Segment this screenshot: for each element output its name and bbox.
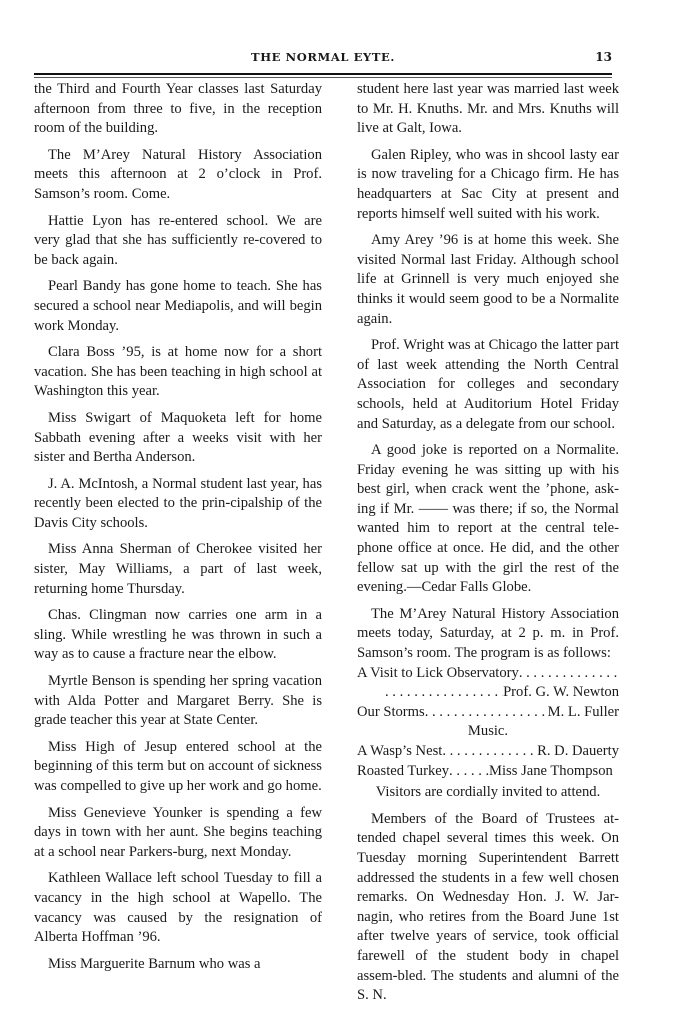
article-paragraph: the Third and Fourth Year classes last Saturday afternoon from three to five, in the reception room of the building. (34, 81, 322, 137)
right-column (357, 80, 619, 1013)
program-item-continued (357, 683, 619, 703)
program-item-presenter: R. D. Dauerty (537, 743, 619, 759)
program-closing-note: Visitors are cordially invited to attend. (375, 784, 601, 801)
article-paragraph: J. A. McIntosh, a Normal student last year, has recently been elected to the prin-cipalship of the Davis City schools. (34, 475, 322, 531)
dot-leader (385, 683, 503, 703)
dot-leader (519, 664, 619, 684)
header-rule-thick (34, 73, 612, 75)
article-paragraph: Chas. Clingman now carries one arm in a sling. While wrestling he was thrown in such a way as to cause a fracture near the elbow. (34, 607, 322, 663)
program-list (357, 664, 619, 782)
article-paragraph: Miss High of Jesup entered school at the beginning of this term but on account of sickness was compelled to give up her work and go home. (34, 738, 322, 794)
article-paragraph: Miss Marguerite Barnum who was a (48, 955, 261, 972)
program-item (357, 664, 619, 684)
page-header (34, 50, 612, 70)
program-item-title: A Wasp’s Nest (357, 743, 443, 759)
program-item (357, 703, 619, 723)
article-paragraph: Miss Genevieve Younker is spending a few days in town with her aunt. She begins teaching at a school near Parkers-burg, next Monday. (34, 804, 322, 860)
dot-leader (425, 703, 548, 723)
article-paragraph: Clara Boss ’95, is at home now for a short vacation. She has been teaching in high school at Washington this year. (34, 344, 322, 400)
article-paragraph: student here last year was married last week to Mr. H. Knuths. Mr. and Mrs. Knuths will live at Galt, Iowa. (357, 81, 619, 137)
program-item-presenter: Miss Jane Thompson (489, 762, 613, 779)
program-item-presenter: Prof. G. W. Newton (503, 684, 619, 701)
program-item-title: A Visit to Lick Observatory (357, 664, 519, 681)
header-rule-thin (34, 77, 612, 78)
article-paragraph: The M’Arey Natural History Association meets today, Saturday, at 2 p. m. in Prof. Samson’s room. The program is as follows: (357, 605, 619, 662)
article-paragraph: The M’Arey Natural History Association meets this afternoon at 2 o’clock in Prof. Samson’s room. Come. (34, 146, 322, 202)
page-number: 13 (595, 50, 612, 64)
dot-leader (449, 762, 489, 782)
program-item-title: Our Storms (357, 703, 425, 720)
article-paragraph: Pearl Bandy has gone home to teach. She has secured a school near Mediapolis, and will begin work Monday. (34, 278, 322, 334)
program-item-presenter: M. L. Fuller (547, 703, 619, 720)
article-paragraph: Kathleen Wallace left school Tuesday to fill a vacancy in the high school at Wapello. The vacancy was caused by the resignation of Alberta Hoffman ’96. (34, 870, 322, 946)
left-column (34, 80, 322, 981)
article-paragraph: Galen Ripley, who was in shcool lasty ear is now traveling for a Chicago firm. He has headquarters at Sac City at present and reports himself well suited with his work. (357, 146, 619, 222)
article-paragraph: Prof. Wright was at Chicago the latter part of last week attending the North Central Association for colleges and secondary schools, held at Auditorium Hotel Friday and Saturday, as a delegate from our school. (357, 337, 619, 432)
program-item-title: Roasted Turkey (357, 762, 450, 779)
program-item-music: Music. (467, 723, 509, 740)
article-paragraph: Hattie Lyon has re-entered school. We are very glad that she has sufficiently re-covered to be back again. (34, 212, 322, 268)
article-paragraph: A good joke is reported on a Normalite. Friday evening he was sitting up with his best girl, when crack went the ’phone, ask-ing if Mr. —— was there; if so, the Normal wanted him to report at the central tele-phone office at once. He did, and the other fellow sat up with the girl the rest of the evening.—Cedar Falls Globe. (357, 442, 619, 596)
article-paragraph: Myrtle Benson is spending her spring vacation with Alda Potter and Margaret Berry. She is grade teacher this year at State Center. (34, 673, 322, 729)
article-paragraph: Amy Arey ’96 is at home this week. She visited Normal last Friday. Although school life at Grinnell is very much enjoyed she thinks it would seem good to be a Normalite again. (357, 232, 619, 327)
publication-title: THE NORMAL EYTE. (251, 50, 395, 64)
article-paragraph: Miss Anna Sherman of Cherokee visited her sister, May Williams, a part of last week, returning home Thursday. (34, 541, 322, 597)
program-item (357, 742, 619, 762)
article-paragraph: Miss Swigart of Maquoketa left for home Sabbath evening after a weeks visit with her sister and Bertha Anderson. (34, 409, 322, 466)
program-item (357, 762, 619, 782)
dot-leader (442, 742, 537, 762)
article-paragraph: Members of the Board of Trustees at-tended chapel several times this week. On Tuesday morning Superintendent Barrett addressed the students in a few well chosen remarks. On Wednesday Hon. J. W. Jar-nagin, who retires from the Board June 1st after twelve years of service, took official farewell of the student body in chapel assem-bled. The students and alumni of the S. N. (357, 810, 619, 1004)
